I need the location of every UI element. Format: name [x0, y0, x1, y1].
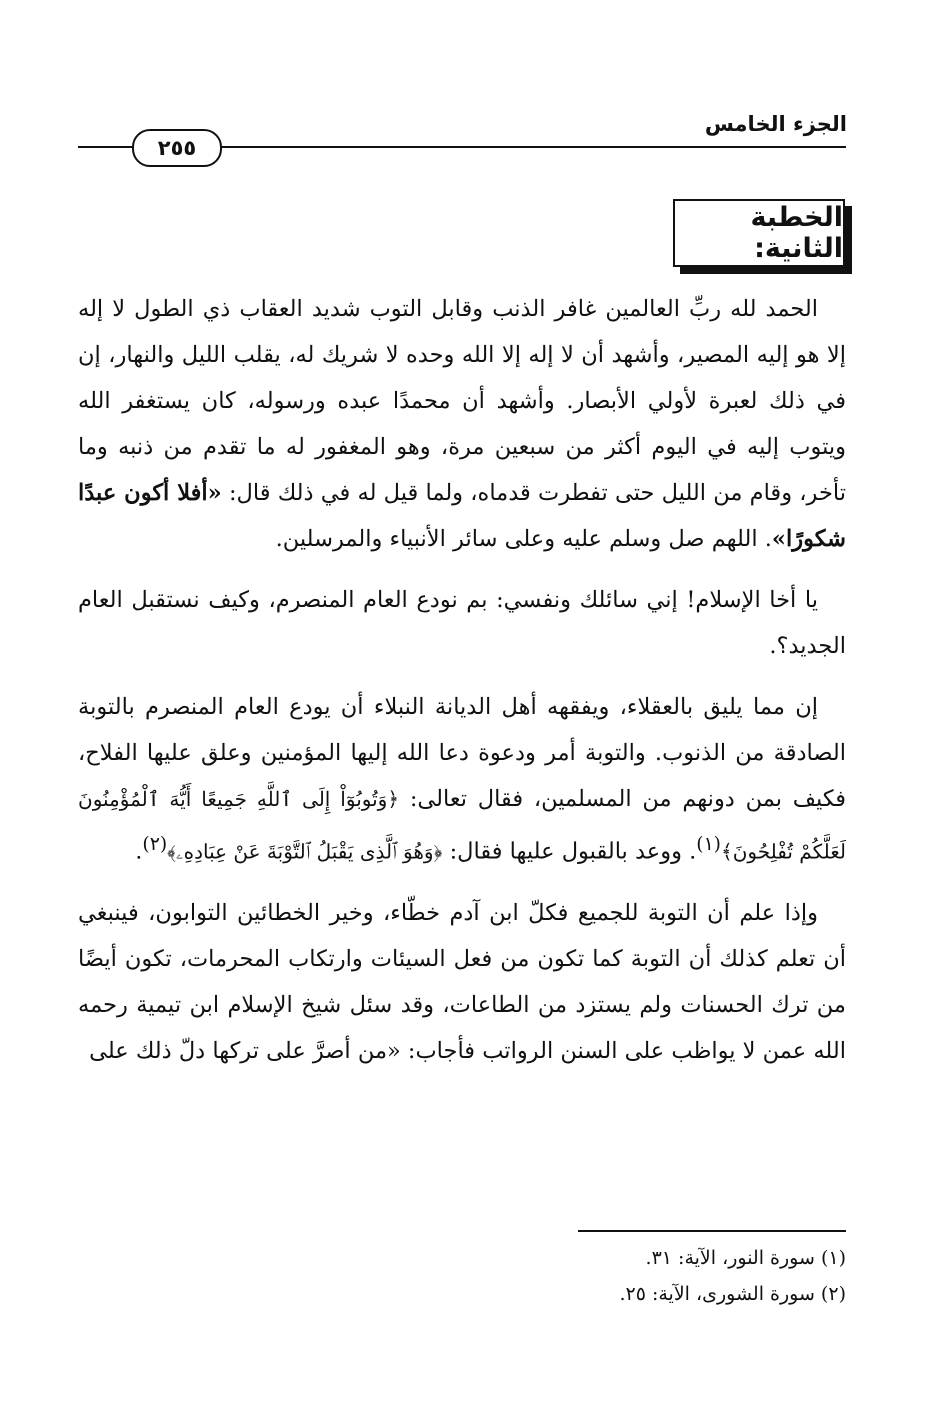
paragraph-1-end: . اللهم صل وسلم عليه وعلى سائر الأنبياء والمرسلين. — [275, 526, 772, 552]
paragraph-2: يا أخا الإسلام! إني سائلك ونفسي: بم نودع العام المنصرم، وكيف نستقبل العام الجديد؟. — [78, 587, 846, 659]
paragraph-3-text: إن مما يليق بالعقلاء، ويفقهه أهل الديانة النبلاء أن يودع العام المنصرم بالتوبة الصادقة من الذنوب. والتوبة أمر ودعوة دعا الله إليها المؤمنين وعلق عليها الفلاح، فكيف بمن دونهم من المسلمين، فقال تعالى: — [78, 694, 846, 812]
paragraph-3 — [78, 684, 846, 875]
paragraph-3-middle: . ووعد بالقبول عليها فقال: — [449, 838, 697, 865]
footnote-ref-2: (٢) — [142, 834, 168, 855]
hadith-quote: «أفلا أكون عبدًا شكورًا» — [78, 480, 846, 552]
footnote-2: (٢) سورة الشورى، الآية: ٢٥. — [619, 1283, 846, 1305]
quran-verse-1: ﴿وَتُوبُوٓاْ إِلَى ٱللَّهِ جَمِيعًا أَيُّهَ ٱلْمُؤْمِنُونَ لَعَلَّكُمْ تُفْلِحُونَ﴾ — [78, 787, 846, 864]
body-text — [78, 286, 846, 1089]
paragraph-3-end: . — [135, 838, 143, 865]
running-header-title: الجزء الخامس — [704, 112, 847, 136]
footnote-1: (١) سورة النور، الآية: ٣١. — [645, 1247, 846, 1269]
footnote-rule — [578, 1230, 846, 1232]
quran-verse-2: ﴿وَهُوَ ٱلَّذِى يَقْبَلُ ٱلتَّوْبَةَ عَنْ عِبَادِهِۦ﴾ — [167, 839, 443, 864]
section-heading: الخطبة الثانية: — [673, 199, 845, 267]
paragraph-1 — [78, 286, 846, 562]
footnotes — [619, 1243, 846, 1315]
page-number-badge: ٢٥٥ — [132, 129, 222, 167]
paragraph-4: وإذا علم أن التوبة للجميع فكلّ ابن آدم خطّاء، وخير الخطائين التوابون، فينبغي أن تعلم كذلك أن التوبة كما تكون من فعل السيئات وارتكاب المحرمات، تكون أيضًا من ترك الحسنات ولم يستزد من الطاعات، وقد سئل شيخ الإسلام ابن تيمية رحمه الله عمن لا يواظب على السنن الرواتب فأجاب: «من أصرَّ على تركها دلّ ذلك على — [78, 899, 846, 1064]
paragraph-1-text: الحمد لله ربِّ العالمين غافر الذنب وقابل التوب شديد العقاب ذي الطول لا إله إلا هو إليه المصير، وأشهد أن لا إله إلا الله وحده لا شريك له، يقلب الليل والنهار، إن في ذلك لعبرة لأولي الأبصار. وأشهد أن محمدًا عبده ورسوله، كان يستغفر الله ويتوب إليه في اليوم أكثر من سبعين مرة، وهو المغفور له ما تقدم من ذنبه وما تأخر، وقام من الليل حتى تفطرت قدماه، ولما قيل له في ذلك قال: — [78, 296, 846, 506]
footnote-ref-1: (١) — [696, 834, 721, 855]
